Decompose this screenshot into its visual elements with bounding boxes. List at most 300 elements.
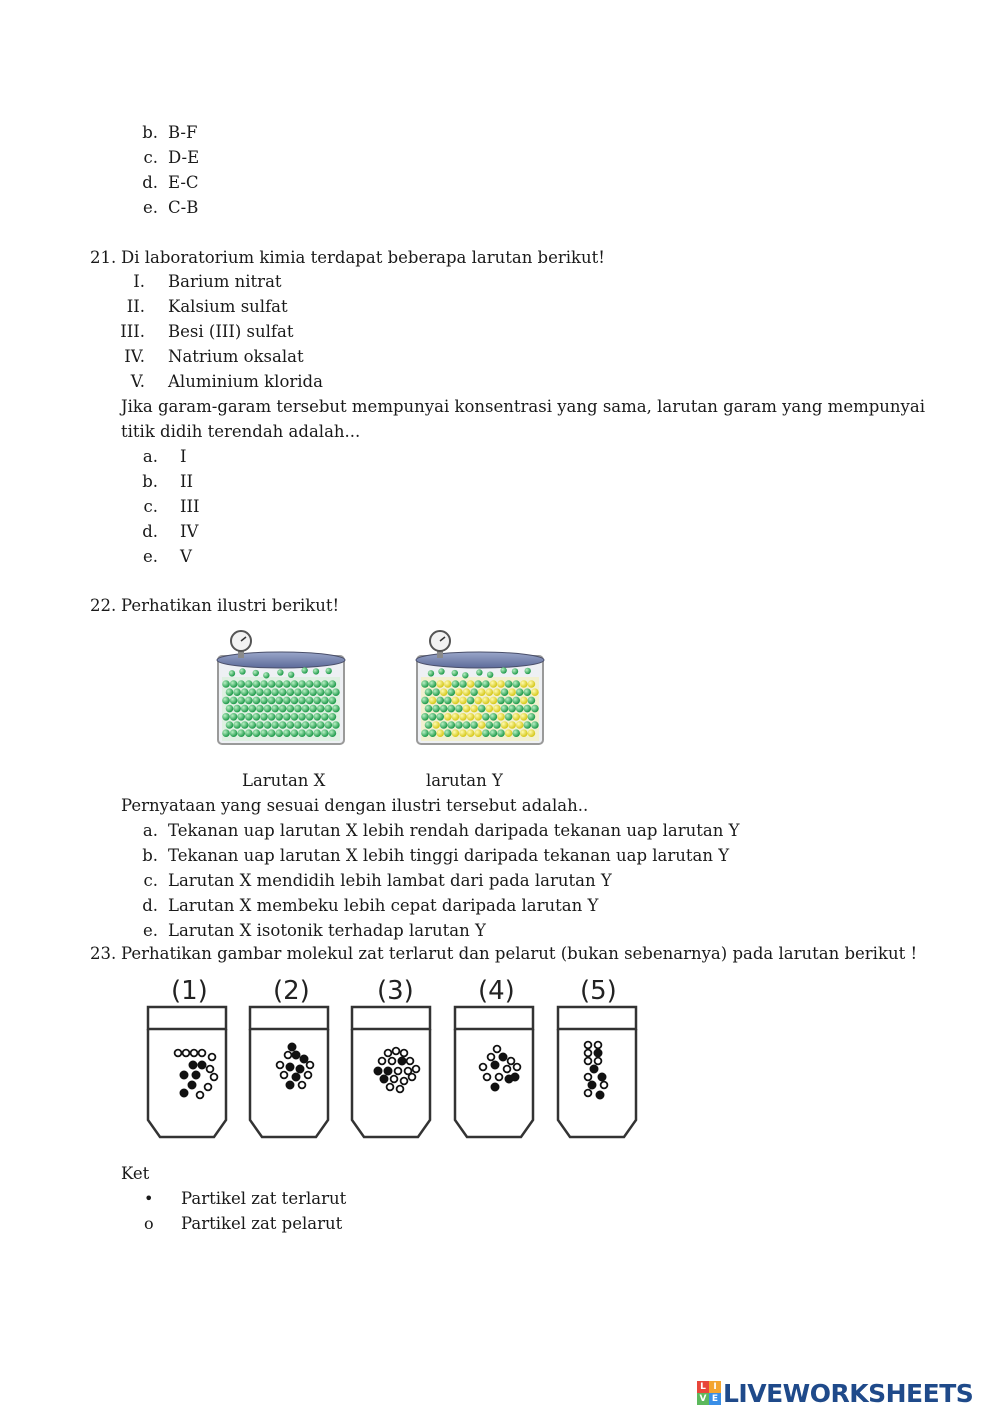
question-number: 21. — [90, 248, 117, 267]
solvent-particle — [421, 697, 429, 705]
solvent-particle — [524, 705, 532, 713]
solvent-particle — [302, 705, 310, 713]
solvent-particle — [385, 1050, 392, 1057]
solvent-particle — [294, 688, 302, 696]
solvent-particle — [175, 1050, 182, 1057]
option-text: C-B — [168, 198, 199, 217]
solute-particle — [452, 713, 460, 721]
solvent-particle — [482, 680, 490, 688]
solute-particle — [286, 1063, 294, 1071]
solvent-particle — [260, 680, 268, 688]
solvent-particle — [585, 1042, 592, 1049]
solvent-particle — [245, 729, 253, 737]
solute-particle — [300, 1055, 308, 1063]
solvent-particle — [260, 697, 268, 705]
solvent-particle — [463, 721, 471, 729]
solvent-particle — [237, 697, 245, 705]
solvent-particle — [230, 729, 238, 737]
solvent-particle — [313, 713, 321, 721]
solvent-particle — [256, 721, 264, 729]
solvent-particle — [444, 697, 452, 705]
solvent-particle — [283, 680, 291, 688]
solvent-particle — [313, 680, 321, 688]
solute-particle — [188, 1081, 196, 1089]
solvent-particle — [595, 1058, 602, 1065]
solvent-particle — [444, 729, 452, 737]
solute-particle — [452, 697, 460, 705]
solvent-particle — [493, 721, 501, 729]
beaker-rim — [558, 1007, 636, 1029]
option-label: d. — [142, 522, 158, 541]
solvent-particle — [512, 680, 520, 688]
solvent-particle — [298, 713, 306, 721]
beaker-x-illustration — [210, 632, 350, 752]
solute-particle — [384, 1067, 392, 1075]
beakers-23-illustration — [140, 965, 660, 1145]
option-text[interactable]: Larutan X isotonik terhadap larutan Y — [168, 921, 486, 940]
solvent-particle — [275, 713, 283, 721]
solute-particle — [455, 688, 463, 696]
vapor-particle — [438, 668, 444, 674]
solvent-particle — [387, 1084, 394, 1091]
solute-particle — [490, 697, 498, 705]
solvent-particle — [313, 729, 321, 737]
vapor-particle — [239, 668, 245, 674]
option-label: c. — [143, 497, 158, 516]
solvent-particle — [329, 713, 337, 721]
solvent-particle — [268, 680, 276, 688]
option-text: E-C — [168, 173, 199, 192]
solvent-particle — [391, 1076, 398, 1083]
solute-particle — [292, 1073, 300, 1081]
solvent-particle — [287, 688, 295, 696]
vapor-particle — [288, 671, 294, 677]
solution-text: Barium nitrat — [168, 272, 282, 291]
solvent-particle — [275, 729, 283, 737]
solute-particle — [192, 1071, 200, 1079]
solvent-particle — [197, 1092, 204, 1099]
solute-particle — [440, 688, 448, 696]
solvent-particle — [222, 713, 230, 721]
solvent-particle — [264, 705, 272, 713]
option-label: d. — [142, 173, 158, 192]
solvent-particle — [291, 713, 299, 721]
solvent-particle — [245, 680, 253, 688]
solvent-particle — [496, 1074, 503, 1081]
solvent-particle — [505, 697, 513, 705]
caption-larutan-y: larutan Y — [426, 771, 503, 790]
solvent-particle — [233, 688, 241, 696]
vapor-particle — [524, 668, 530, 674]
solvent-particle — [199, 1050, 206, 1057]
solvent-particle — [298, 697, 306, 705]
legend-solvent-text: Partikel zat pelarut — [181, 1214, 343, 1233]
solvent-particle — [253, 680, 261, 688]
solvent-particle — [306, 713, 314, 721]
vapor-particle — [313, 668, 319, 674]
question-prompt: Di laboratorium kimia terdapat beberapa larutan berikut! — [121, 248, 605, 267]
solvent-particle — [307, 1062, 314, 1069]
solute-particle — [463, 688, 471, 696]
solute-particle — [398, 1057, 406, 1065]
solvent-particle — [504, 1066, 511, 1073]
solvent-particle — [317, 705, 325, 713]
solvent-particle — [470, 688, 478, 696]
solvent-particle — [287, 721, 295, 729]
solvent-particle — [264, 721, 272, 729]
vapor-particle — [500, 667, 506, 673]
solute-particle — [491, 1061, 499, 1069]
option-text[interactable]: III — [180, 497, 200, 516]
solvent-particle — [321, 713, 329, 721]
solute-particle — [436, 680, 444, 688]
solvent-particle — [528, 713, 536, 721]
solute-particle — [598, 1073, 606, 1081]
solvent-particle — [209, 1054, 216, 1061]
solute-particle — [180, 1071, 188, 1079]
solvent-particle — [279, 721, 287, 729]
solvent-particle — [452, 680, 460, 688]
solute-particle — [528, 680, 536, 688]
solvent-particle — [233, 721, 241, 729]
solute-particle — [429, 697, 437, 705]
question-text-line-1: Jika garam-garam tersebut mempunyai konsentrasi yang sama, larutan garam yang mempunyai — [121, 397, 925, 416]
solvent-particle — [448, 705, 456, 713]
solvent-particle — [237, 713, 245, 721]
solvent-particle — [299, 1082, 306, 1089]
solute-particle — [459, 697, 467, 705]
solvent-particle — [309, 688, 317, 696]
legend-solute-symbol: • — [144, 1189, 154, 1208]
beaker-label: (1) — [171, 976, 208, 1006]
solute-particle — [467, 680, 475, 688]
solvent-particle — [528, 697, 536, 705]
logo-mark-icon: L I V E — [697, 1381, 721, 1405]
solvent-particle — [459, 680, 467, 688]
solvent-particle — [298, 680, 306, 688]
solvent-particle — [321, 729, 329, 737]
solute-particle — [444, 713, 452, 721]
solute-particle — [596, 1091, 604, 1099]
option-label: c. — [143, 871, 158, 890]
solution-label: IV. — [124, 347, 145, 366]
solute-particle — [459, 729, 467, 737]
solvent-particle — [230, 680, 238, 688]
option-text[interactable]: Larutan X membeku lebih cepat daripada larutan Y — [168, 896, 599, 915]
solvent-particle — [486, 721, 494, 729]
solvent-particle — [271, 705, 279, 713]
question-prompt: Perhatikan ilustri berikut! — [121, 596, 340, 615]
solvent-particle — [436, 697, 444, 705]
solvent-particle — [253, 697, 261, 705]
solution-label: V. — [130, 372, 145, 391]
vapor-particle — [263, 672, 269, 678]
solvent-particle — [241, 721, 249, 729]
solvent-particle — [291, 697, 299, 705]
solvent-particle — [226, 721, 234, 729]
solute-particle — [588, 1081, 596, 1089]
question-number: 22. — [90, 596, 117, 615]
solvent-particle — [585, 1090, 592, 1097]
solvent-particle — [436, 713, 444, 721]
solute-particle — [520, 729, 528, 737]
legend-solvent-symbol: o — [144, 1214, 154, 1233]
option-label: e. — [142, 921, 158, 940]
solvent-particle — [421, 729, 429, 737]
solute-particle — [491, 1083, 499, 1091]
solvent-particle — [512, 729, 520, 737]
option-text: B-F — [168, 123, 198, 142]
solvent-particle — [306, 697, 314, 705]
option-text[interactable]: Tekanan uap larutan X lebih tinggi daripada tekanan uap larutan Y — [168, 846, 730, 865]
solvent-particle — [287, 705, 295, 713]
solvent-particle — [601, 1082, 608, 1089]
solute-particle — [474, 729, 482, 737]
solvent-particle — [501, 705, 509, 713]
solute-particle — [594, 1049, 602, 1057]
solute-particle — [459, 713, 467, 721]
solute-particle — [467, 729, 475, 737]
solvent-particle — [245, 713, 253, 721]
solute-particle — [493, 705, 501, 713]
vapor-particle — [301, 667, 307, 673]
solute-particle — [486, 705, 494, 713]
solvent-particle — [480, 1064, 487, 1071]
solvent-particle — [389, 1058, 396, 1065]
solvent-particle — [302, 721, 310, 729]
solute-particle — [180, 1089, 188, 1097]
solute-particle — [508, 721, 516, 729]
option-text[interactable]: Larutan X mendidih lebih lambat dari pada larutan Y — [168, 871, 612, 890]
beaker-y-illustration — [409, 632, 549, 752]
solvent-particle — [440, 705, 448, 713]
solvent-particle — [325, 721, 333, 729]
option-text[interactable]: II — [180, 472, 194, 491]
solvent-particle — [401, 1078, 408, 1085]
option-label: e. — [142, 547, 158, 566]
option-text: D-E — [168, 148, 200, 167]
option-label: a. — [142, 821, 158, 840]
solvent-particle — [595, 1042, 602, 1049]
solvent-particle — [425, 721, 433, 729]
solute-particle — [490, 680, 498, 688]
beaker-label: (5) — [580, 976, 617, 1006]
solvent-particle — [429, 729, 437, 737]
solvent-particle — [191, 1050, 198, 1057]
liveworksheets-logo[interactable] — [697, 1379, 973, 1407]
solvent-particle — [285, 1052, 292, 1059]
solvent-particle — [397, 1086, 404, 1093]
solvent-particle — [488, 1054, 495, 1061]
solvent-particle — [279, 705, 287, 713]
solvent-particle — [448, 721, 456, 729]
solvent-particle — [230, 713, 238, 721]
solvent-particle — [281, 1072, 288, 1079]
solvent-particle — [279, 688, 287, 696]
solvent-particle — [302, 688, 310, 696]
question-number: 23. — [90, 944, 117, 963]
solvent-particle — [226, 705, 234, 713]
solvent-particle — [294, 705, 302, 713]
vapor-particle — [487, 671, 493, 677]
solvent-particle — [271, 721, 279, 729]
solvent-particle — [313, 697, 321, 705]
solvent-particle — [393, 1048, 400, 1055]
option-label: e. — [142, 198, 158, 217]
solvent-particle — [306, 680, 314, 688]
solvent-particle — [332, 688, 340, 696]
solvent-particle — [317, 688, 325, 696]
solvent-particle — [329, 680, 337, 688]
solvent-particle — [524, 688, 532, 696]
solvent-particle — [291, 680, 299, 688]
solvent-particle — [253, 713, 261, 721]
solute-particle — [493, 688, 501, 696]
solvent-particle — [516, 705, 524, 713]
solvent-particle — [425, 688, 433, 696]
vapor-particle — [462, 672, 468, 678]
solvent-particle — [585, 1074, 592, 1081]
solvent-particle — [508, 1058, 515, 1065]
solute-particle — [380, 1075, 388, 1083]
solvent-particle — [222, 729, 230, 737]
solute-particle — [374, 1067, 382, 1075]
solvent-particle — [440, 721, 448, 729]
vapor-particle — [476, 669, 482, 675]
vapor-particle — [229, 670, 235, 676]
solvent-particle — [425, 705, 433, 713]
solute-particle — [292, 1051, 300, 1059]
solvent-particle — [183, 1050, 190, 1057]
solvent-particle — [253, 729, 261, 737]
beaker-body — [148, 1029, 226, 1137]
caption-larutan-x: Larutan X — [242, 771, 326, 790]
option-text[interactable]: Tekanan uap larutan X lebih rendah daripada tekanan uap larutan Y — [168, 821, 740, 840]
option-text[interactable]: I — [180, 447, 187, 466]
solute-particle — [501, 721, 509, 729]
beaker-label: (4) — [478, 976, 515, 1006]
beaker-label: (2) — [273, 976, 310, 1006]
solvent-particle — [329, 729, 337, 737]
solvent-particle — [268, 729, 276, 737]
beaker-rim — [455, 1007, 533, 1029]
solvent-particle — [264, 688, 272, 696]
solute-particle — [512, 713, 520, 721]
solute-particle — [432, 721, 440, 729]
solvent-particle — [325, 688, 333, 696]
solvent-particle — [332, 721, 340, 729]
solvent-particle — [275, 680, 283, 688]
solution-text: Natrium oksalat — [168, 347, 304, 366]
option-label: a. — [142, 447, 158, 466]
solvent-particle — [455, 721, 463, 729]
solvent-particle — [524, 721, 532, 729]
option-label: c. — [143, 148, 158, 167]
vapor-particle — [452, 670, 458, 676]
solute-particle — [478, 688, 486, 696]
solvent-particle — [429, 713, 437, 721]
solvent-particle — [271, 688, 279, 696]
question-text-line-2: titik didih terendah adalah... — [121, 422, 361, 441]
solvent-particle — [379, 1058, 386, 1065]
solvent-particle — [508, 705, 516, 713]
solvent-particle — [531, 705, 539, 713]
solvent-particle — [490, 713, 498, 721]
solvent-particle — [245, 697, 253, 705]
solute-particle — [286, 1081, 294, 1089]
solution-text: Kalsium sulfat — [168, 297, 288, 316]
solvent-particle — [321, 680, 329, 688]
solvent-particle — [421, 713, 429, 721]
solute-particle — [198, 1061, 206, 1069]
solvent-particle — [332, 705, 340, 713]
solute-particle — [474, 713, 482, 721]
question-prompt: Perhatikan gambar molekul zat terlarut dan pelarut (bukan sebenarnya) pada larutan berikut ! — [121, 944, 918, 963]
option-text[interactable]: IV — [180, 522, 199, 541]
solvent-particle — [256, 705, 264, 713]
solvent-particle — [277, 1062, 284, 1069]
solvent-particle — [407, 1058, 414, 1065]
solvent-particle — [497, 729, 505, 737]
solvent-particle — [421, 680, 429, 688]
beaker-rim — [352, 1007, 430, 1029]
solute-particle — [516, 721, 524, 729]
solvent-particle — [505, 680, 513, 688]
beaker-label: (3) — [377, 976, 414, 1006]
question-text: Pernyataan yang sesuai dengan ilustri tersebut adalah.. — [121, 796, 589, 815]
solvent-particle — [249, 688, 257, 696]
legend-title: Ket — [121, 1164, 150, 1183]
solution-label: I. — [133, 272, 145, 291]
solvent-particle — [249, 721, 257, 729]
vapor-particle — [277, 669, 283, 675]
solvent-particle — [429, 680, 437, 688]
solute-particle — [444, 680, 452, 688]
solvent-particle — [283, 697, 291, 705]
solute-particle — [520, 697, 528, 705]
solvent-particle — [409, 1074, 416, 1081]
solvent-particle — [497, 697, 505, 705]
solution-label: II. — [126, 297, 145, 316]
solute-particle — [296, 1065, 304, 1073]
solute-particle — [436, 729, 444, 737]
solvent-particle — [222, 680, 230, 688]
solvent-particle — [585, 1058, 592, 1065]
solvent-particle — [205, 1084, 212, 1091]
solvent-particle — [432, 688, 440, 696]
solute-particle — [499, 1053, 507, 1061]
solvent-particle — [233, 705, 241, 713]
solvent-particle — [321, 697, 329, 705]
option-text[interactable]: V — [180, 547, 192, 566]
option-label: d. — [142, 896, 158, 915]
solvent-particle — [482, 729, 490, 737]
option-label: b. — [142, 472, 158, 491]
solute-particle — [508, 688, 516, 696]
solute-particle — [482, 697, 490, 705]
solvent-particle — [317, 721, 325, 729]
solvent-particle — [305, 1072, 312, 1079]
solvent-particle — [237, 680, 245, 688]
solvent-particle — [585, 1050, 592, 1057]
solvent-particle — [531, 721, 539, 729]
vapor-particle — [512, 668, 518, 674]
solvent-particle — [516, 688, 524, 696]
option-label: b. — [142, 123, 158, 142]
solvent-particle — [275, 697, 283, 705]
vapor-particle — [428, 670, 434, 676]
solvent-particle — [467, 697, 475, 705]
